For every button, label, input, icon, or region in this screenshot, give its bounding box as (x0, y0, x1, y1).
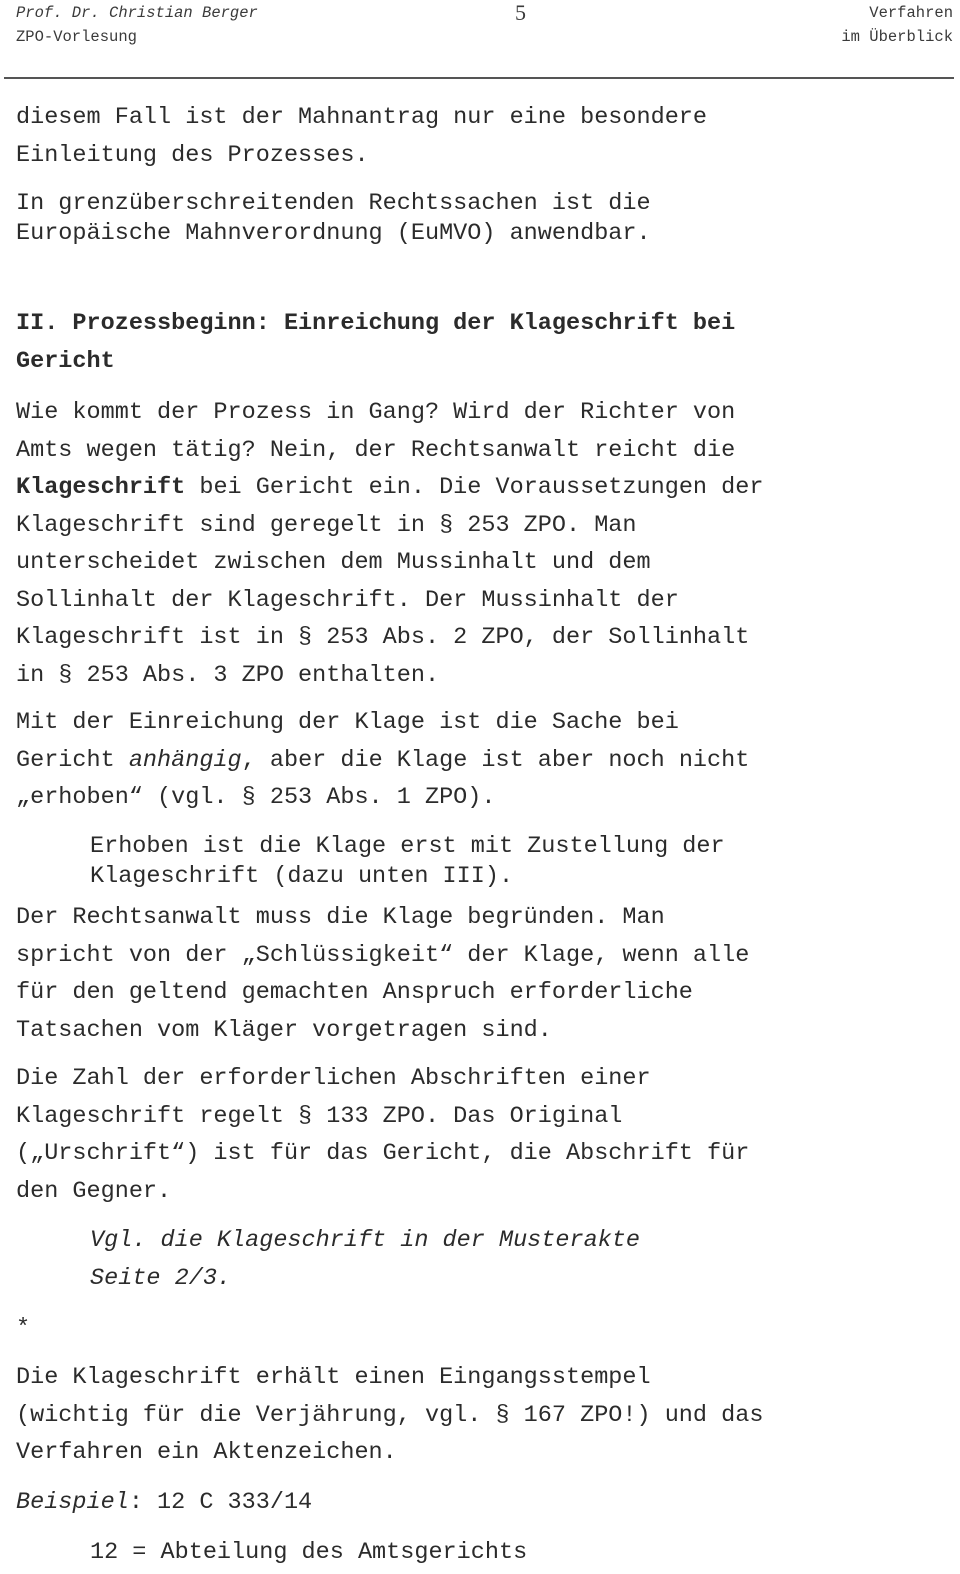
paragraph-abschriften (16, 1060, 749, 1210)
text-line: Der Rechtsanwalt muss die Klage begründen. Man (16, 904, 665, 931)
text-segment: bei Gericht ein. Die Voraussetzungen der (185, 474, 764, 501)
text-line: Erhoben ist die Klage erst mit Zustellung der (90, 833, 725, 860)
text-line: Verfahren ein Aktenzeichen. (16, 1439, 397, 1466)
text-line: den Gegner. (16, 1177, 172, 1205)
paragraph-prozessbeginn (16, 394, 763, 694)
text-line: (wichtig für die Verjährung, vgl. § 167 ZPO!) und das (16, 1401, 764, 1429)
header-course: ZPO-Vorlesung (16, 28, 137, 46)
text-line: in § 253 Abs. 3 ZPO enthalten. (16, 661, 440, 689)
text-line: Tatsachen vom Kläger vorgetragen sind. (16, 1016, 552, 1044)
text-line: Klageschrift sind geregelt in § 253 ZPO. Man (16, 511, 637, 539)
text-line: In grenzüberschreitenden Rechtssachen ist die (16, 190, 651, 217)
text-line: Vgl. die Klageschrift in der Musterakte (90, 1227, 640, 1254)
text-line: Klageschrift (dazu unten III). (90, 862, 514, 890)
text-line: Klageschrift ist in § 253 Abs. 2 ZPO, der Sollinhalt (16, 624, 750, 651)
page-number: 5 (515, 0, 526, 25)
text-line: „erhoben“ (vgl. § 253 Abs. 1 ZPO). (16, 784, 496, 811)
text-line: Wie kommt der Prozess in Gang? Wird der Richter von (16, 399, 736, 426)
text-segment: Gericht (16, 746, 129, 774)
indented-note-erhoben (90, 832, 725, 891)
text-line: Klageschrift regelt § 133 ZPO. Das Original (16, 1102, 623, 1130)
text-line: Sollinhalt der Klageschrift. Der Mussinhalt der (16, 586, 679, 614)
section-heading (16, 305, 735, 380)
text-line: („Urschrift“) ist für das Gericht, die Abschrift für (16, 1140, 750, 1167)
text-segment: , aber die Klage ist aber noch nicht (241, 746, 750, 774)
text-line (16, 742, 749, 780)
heading-line: Gericht (16, 347, 115, 375)
text-line: Einleitung des Prozesses. (16, 141, 369, 169)
example-value: : 12 C 333/14 (128, 1489, 313, 1516)
paragraph-eumvo (16, 189, 651, 248)
indented-note-musterakte (90, 1222, 640, 1297)
text-line (16, 469, 763, 507)
bold-term: Klageschrift (16, 474, 186, 501)
text-line: Amts wegen tätig? Nein, der Rechtsanwalt reicht die (16, 436, 736, 464)
header-rule (4, 77, 954, 79)
heading-line: II. Prozessbeginn: Einreichung der Klageschrift bei (16, 310, 736, 337)
paragraph-schluessigkeit (16, 899, 749, 1049)
asterisk-marker: * (16, 1315, 31, 1342)
text-line: Europäische Mahnverordnung (EuMVO) anwendbar. (16, 219, 651, 247)
example-note: 12 = Abteilung des Amtsgerichts (90, 1539, 528, 1566)
paragraph-anhaengig (16, 704, 749, 817)
text-line: für den geltend gemachten Anspruch erforderliche (16, 979, 693, 1006)
text-line: Die Zahl der erforderlichen Abschriften einer (16, 1065, 651, 1092)
italic-term: anhängig (128, 746, 242, 774)
text-line: Die Klageschrift erhält einen Eingangsstempel (16, 1364, 651, 1391)
paragraph-continuation (16, 99, 707, 174)
text-line: Seite 2/3. (90, 1264, 232, 1292)
text-line: Mit der Einreichung der Klage ist die Sache bei (16, 709, 679, 736)
page-header (0, 0, 960, 80)
text-line: spricht von der „Schlüssigkeit“ der Klage, wenn alle (16, 941, 750, 969)
paragraph-eingangsstempel (16, 1359, 763, 1472)
header-section-line2: im Überblick (841, 28, 953, 46)
text-line: unterscheidet zwischen dem Mussinhalt und dem (16, 549, 651, 576)
header-author: Prof. Dr. Christian Berger (16, 4, 258, 22)
text-line: diesem Fall ist der Mahnantrag nur eine besondere (16, 104, 708, 131)
header-section-line1: Verfahren (869, 4, 953, 22)
example-label: Beispiel (16, 1489, 129, 1516)
example-line (16, 1484, 312, 1522)
